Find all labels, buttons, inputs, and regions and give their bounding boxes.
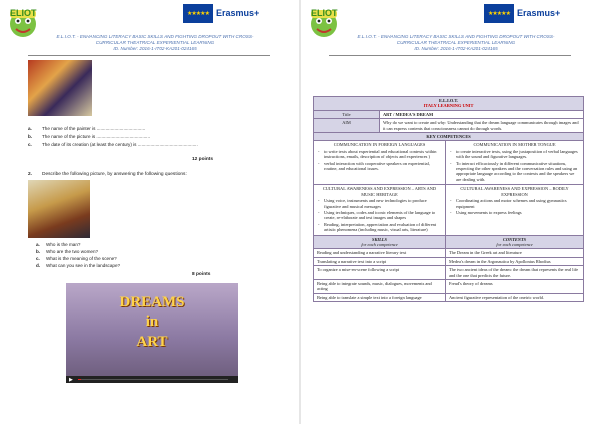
project-title-line2: CURRICULAR THEATRICAL EXPERIENTIAL LEARNING [396,40,516,45]
list-item: - Coordinating actions and motor schemes and using gymnastics equipment [456,198,580,209]
title-value: ART / MEDEA'S DREAM [380,110,584,118]
comp-foreign-list [317,149,442,172]
comp-mother-title: COMMUNICATION IN MOTHER TONGUE [473,142,556,148]
comp-foreign-title: COMMUNICATION IN FOREIGN LANGUAGES [333,142,426,148]
list-item: - Using movements to express feelings [456,210,580,215]
logo-text: ELIOT [10,8,37,18]
comp-cultural-list [317,198,442,232]
painting-image-1 [28,60,92,116]
table-row [314,257,584,265]
list-item: - to create interactive texts, using the juxtaposition of verbal languages with the sound and figurative languages. [456,149,580,160]
table-row [314,266,584,280]
eu-flag-icon: ★★★★★ [183,4,213,23]
skills-header: SKILLS for each competence [314,235,446,249]
q1-points: 12 points [192,157,214,162]
comp-bodily-title: CULTURAL AWARENESS AND EXPRESSION – BODILY EXPRESSION [460,186,569,197]
video-controls [66,376,238,383]
list-item: - verbal interaction with cooperative speakers on experiential, routine, and educational issues. [324,161,442,172]
q1-item-b: b. The name of the picture is .......................................... [28,134,150,139]
header-divider [28,55,270,56]
content-cell: Freud's theory of dreams [446,279,584,293]
aim-label: AIM [314,119,380,133]
comp-mother-cell [446,141,584,185]
list-item: - Using techniques, codes and iconic elements of the language to create, re-elaborate and test images and shapes [324,210,442,221]
erasmus-label: Erasmus+ [216,8,260,18]
key-competences-header: KEY COMPETENCES [314,133,584,141]
content-cell: The two ancient ideas of the dream: the dream that represents the real life and the one that predicts the future. [446,266,584,280]
table-row [314,293,584,301]
skill-cell: To organize a mise-en-scene following a script [314,266,446,280]
logo-text: ELIOT [311,8,338,18]
project-id: ID. Number: 2016-1-IT02-KA201-024165 [414,46,498,51]
erasmus-label: Erasmus+ [517,8,561,18]
list-item: - to write texts about experiential and educational contexts within instructions, emails, description of objects and experiences ) [324,149,442,160]
aim-text: Why do we want to create and why: Understanding that the dream language communicates through images and it can express contents that consciousness cannot do through words. [380,119,584,133]
project-title-line1: E.L.I.O.T. - ENHANCING LITERACY BASIC SKILLS AND FIGHTING DROPOUT WITH CROSS- [357,34,555,39]
video-title-line2: in [145,314,159,330]
q2-item-d: d. What can you see in the landscape? [36,263,121,268]
video-player[interactable] [66,283,238,383]
table-row [314,279,584,293]
comp-bodily-cell [446,185,584,235]
comp-foreign-cell [314,141,446,185]
project-id: ID. Number: 2016-1-IT02-KA201-024165 [113,46,197,51]
skill-cell: Reading and understanding a narrative literary text [314,249,446,257]
unit-header [314,97,584,111]
comp-bodily-list [449,198,580,215]
video-progress-bar[interactable] [78,379,228,380]
painting-image-2 [28,180,90,238]
project-title-line1: E.L.I.O.T. - ENHANCING LITERACY BASIC SKILLS AND FIGHTING DROPOUT WITH CROSS- [56,34,254,39]
skill-cell: Being able to translate a simple text into a foreign language [314,293,446,301]
list-item: - To interact efficaciously in different communicative situations, respecting the other speakers and the conversation rules and using an appropriate language according to the contexts and the speakers we are dealing with. [456,161,580,183]
q1-item-a: a. The name of the painter is ...................................... [28,126,146,131]
list-item: - Using voice, instruments and new technologies to produce figurative and musical messages [324,198,442,209]
header-divider [329,55,571,56]
video-title-line3: ART [136,334,168,350]
content-cell: Medea's dream in the Argonautica by Apollonius Rhodius [446,257,584,265]
skill-cell: Being able to integrate sounds, music, dialogues, movements and acting [314,279,446,293]
comp-cultural-title: CULTURAL AWARENESS AND EXPRESSION – ARTS AND MUSIC HERITAGE [322,186,437,197]
title-label: Title [314,110,380,118]
skill-cell: Translating a narrative text into a script [314,257,446,265]
q2-item-b: b. Who are the two women? [36,249,99,254]
comp-cultural-cell [314,185,446,235]
unit-title: E.L.I.O.T. [438,98,459,103]
q2-item-c: c. What is the meaning of the scene? [36,256,117,261]
video-title-line1: DREAMS [119,294,185,310]
table-row [314,249,584,257]
content-cell: The Dream in the Greek art and literature [446,249,584,257]
q2-instruction: 2. Describe the following picture, by answering the following questions: [28,172,187,177]
comp-mother-list [449,149,580,182]
q2-item-a: a. Who is the man? [36,242,81,247]
eu-flag-icon: ★★★★★ [484,4,514,23]
q2-points: 8 points [192,272,211,277]
learning-unit-table [313,96,584,302]
list-item: - Reading, interpretation, appreciation and evaluation of different artistic phenomena (including music, visual arts, literature) [324,222,442,233]
left-page [0,0,299,424]
contents-header: CONTENTS for each competence [446,235,584,249]
project-title-line2: CURRICULAR THEATRICAL EXPERIENTIAL LEARNING [95,40,215,45]
play-icon[interactable]: ▶ [69,377,73,383]
content-cell: Ancient figurative representation of the oneiric world. [446,293,584,301]
q1-item-c: c. The date of its creation (at least the century) is ............................................... [28,142,198,147]
unit-country: ITALY LEARNING UNIT [423,103,474,109]
